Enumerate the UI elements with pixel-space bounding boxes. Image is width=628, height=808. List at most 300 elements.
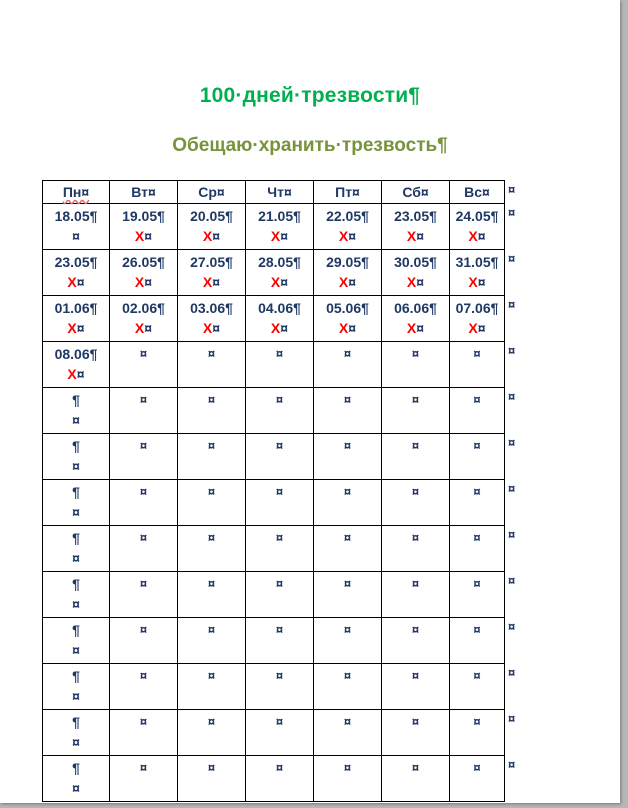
- day-date: 07.06¶: [455, 300, 499, 316]
- day-date: ¶: [72, 668, 80, 684]
- day-cell[interactable]: [110, 526, 178, 572]
- row-end-mark: ¤: [508, 388, 516, 404]
- cell-end-marker: ¤: [473, 760, 481, 775]
- day-cell[interactable]: [43, 388, 110, 434]
- cell-end-marker: ¤: [275, 760, 284, 775]
- cell-end-marker: ¤: [144, 320, 153, 336]
- cell-end-marker: ¤: [207, 576, 216, 591]
- day-cell[interactable]: [178, 388, 246, 434]
- day-cell[interactable]: [43, 204, 110, 250]
- day-date: ¶: [72, 760, 80, 776]
- day-cell[interactable]: [314, 388, 382, 434]
- day-mark-line: [450, 272, 504, 292]
- day-cell[interactable]: [450, 342, 505, 388]
- cell-end-marker: ¤: [343, 622, 352, 637]
- day-cell[interactable]: [110, 204, 178, 250]
- day-cell[interactable]: [314, 342, 382, 388]
- day-cell[interactable]: [110, 250, 178, 296]
- day-cell[interactable]: [246, 296, 314, 342]
- cell-end-marker: ¤: [348, 320, 357, 336]
- day-cell[interactable]: [450, 710, 505, 756]
- abstinence-check-mark: X: [67, 320, 77, 336]
- day-cell[interactable]: [246, 756, 314, 802]
- cell-end-marker: ¤: [212, 274, 221, 290]
- day-mark-line: [450, 318, 504, 338]
- row-end-mark: ¤: [508, 664, 516, 680]
- day-cell[interactable]: [314, 664, 382, 710]
- day-date: 18.05¶: [54, 208, 98, 224]
- day-mark-line: [110, 272, 177, 292]
- day-mark-line: [43, 318, 109, 338]
- day-date: 01.06¶: [54, 300, 98, 316]
- cell-end-marker: ¤: [343, 484, 352, 499]
- day-cell[interactable]: [246, 434, 314, 480]
- row-end-mark: ¤: [508, 480, 516, 496]
- cell-end-marker: ¤: [207, 484, 216, 499]
- day-cell[interactable]: [314, 250, 382, 296]
- day-date: 31.05¶: [455, 254, 499, 270]
- cell-end-marker: ¤: [207, 760, 216, 775]
- weekday-header: [43, 181, 110, 204]
- day-cell[interactable]: [450, 756, 505, 802]
- cell-end-marker: ¤: [144, 228, 153, 244]
- cell-end-marker: ¤: [207, 392, 216, 407]
- row-end-mark: ¤: [508, 526, 516, 542]
- cell-end-marker: ¤: [416, 228, 425, 244]
- table-header-row: [43, 181, 505, 204]
- day-cell[interactable]: [178, 664, 246, 710]
- day-cell[interactable]: [110, 434, 178, 480]
- day-mark-line: [246, 226, 313, 246]
- cell-end-marker: ¤: [473, 484, 481, 499]
- day-cell[interactable]: [246, 480, 314, 526]
- day-cell[interactable]: [178, 204, 246, 250]
- cell-end-marker: ¤: [473, 714, 481, 729]
- cell-end-marker: ¤: [139, 668, 148, 683]
- cell-end-marker: ¤: [139, 438, 148, 453]
- cell-end-marker: ¤: [411, 438, 420, 453]
- day-mark-line: [110, 226, 177, 246]
- day-cell[interactable]: [178, 710, 246, 756]
- cell-end-marker: ¤: [280, 228, 289, 244]
- day-cell[interactable]: [178, 480, 246, 526]
- weekday-header-label: Чт¤: [267, 184, 292, 200]
- table-row: [43, 342, 505, 388]
- cell-end-marker: ¤: [343, 668, 352, 683]
- cell-end-marker: ¤: [275, 530, 284, 545]
- cell-end-marker: ¤: [416, 320, 425, 336]
- cell-end-marker: ¤: [473, 576, 481, 591]
- day-date: 06.06¶: [394, 300, 437, 316]
- row-end-mark: ¤: [508, 342, 516, 358]
- abstinence-check-mark: X: [406, 320, 417, 336]
- day-cell[interactable]: [110, 756, 178, 802]
- day-mark-line: [314, 318, 381, 338]
- cell-end-marker: ¤: [76, 366, 85, 382]
- day-date: 08.06¶: [54, 346, 98, 362]
- day-cell[interactable]: [43, 296, 110, 342]
- calendar-table-body: [43, 181, 505, 802]
- day-mark-line: [382, 226, 449, 246]
- day-cell[interactable]: [450, 434, 505, 480]
- day-cell[interactable]: [382, 572, 450, 618]
- day-cell[interactable]: [178, 342, 246, 388]
- day-date: 03.06¶: [190, 300, 233, 316]
- row-end-mark: ¤: [508, 204, 516, 220]
- day-cell[interactable]: [110, 296, 178, 342]
- abstinence-check-mark: X: [468, 274, 478, 290]
- weekday-header: [314, 181, 382, 204]
- day-cell[interactable]: [43, 526, 110, 572]
- cell-end-marker: ¤: [343, 530, 352, 545]
- day-cell[interactable]: [450, 618, 505, 664]
- day-cell[interactable]: [178, 250, 246, 296]
- cell-end-marker: ¤: [343, 346, 352, 361]
- day-cell[interactable]: [382, 434, 450, 480]
- day-cell[interactable]: [450, 250, 505, 296]
- day-cell[interactable]: [110, 618, 178, 664]
- cell-end-marker: ¤: [477, 274, 486, 290]
- cell-end-marker: ¤: [275, 346, 284, 361]
- day-cell[interactable]: [382, 342, 450, 388]
- day-cell[interactable]: [246, 710, 314, 756]
- day-date: ¶: [72, 530, 80, 546]
- abstinence-check-mark: X: [406, 228, 417, 244]
- abstinence-check-mark: X: [338, 320, 349, 336]
- day-date: 24.05¶: [455, 208, 499, 224]
- cell-end-marker: ¤: [72, 504, 80, 520]
- day-cell[interactable]: [110, 342, 178, 388]
- cell-end-marker: ¤: [473, 622, 481, 637]
- day-cell[interactable]: [43, 342, 110, 388]
- day-mark-line: [43, 364, 109, 384]
- cell-end-marker: ¤: [76, 274, 85, 290]
- day-date: 27.05¶: [190, 254, 233, 270]
- day-date: 20.05¶: [190, 208, 233, 224]
- cell-end-marker: ¤: [139, 392, 148, 407]
- day-cell[interactable]: [382, 618, 450, 664]
- day-cell[interactable]: [382, 756, 450, 802]
- cell-end-marker: ¤: [343, 392, 352, 407]
- day-cell[interactable]: [43, 664, 110, 710]
- abstinence-check-mark: X: [406, 274, 417, 290]
- day-cell[interactable]: [314, 434, 382, 480]
- document-title: 100·дней·трезвости¶: [199, 84, 421, 107]
- day-cell[interactable]: [246, 618, 314, 664]
- day-cell[interactable]: [178, 756, 246, 802]
- table-row: [43, 526, 505, 572]
- cell-end-marker: ¤: [275, 714, 284, 729]
- day-cell[interactable]: [246, 388, 314, 434]
- abstinence-check-mark: X: [338, 228, 349, 244]
- day-date: ¶: [72, 576, 80, 592]
- day-mark-line: [450, 226, 504, 246]
- day-cell[interactable]: [178, 526, 246, 572]
- day-date: ¶: [72, 714, 80, 730]
- day-cell[interactable]: [450, 296, 505, 342]
- abstinence-check-mark: X: [270, 320, 281, 336]
- day-cell[interactable]: [314, 204, 382, 250]
- table-row: [43, 756, 505, 802]
- weekday-header-label: Пн¤: [62, 184, 90, 200]
- day-cell[interactable]: [314, 526, 382, 572]
- cell-end-marker: ¤: [477, 228, 486, 244]
- day-mark-line: [246, 318, 313, 338]
- table-row: [43, 480, 505, 526]
- day-mark-line: [178, 226, 245, 246]
- cell-end-marker: ¤: [348, 228, 357, 244]
- table-row: [43, 572, 505, 618]
- cell-end-marker: ¤: [411, 576, 420, 591]
- day-date: 23.05¶: [54, 254, 98, 270]
- table-row: [43, 388, 505, 434]
- table-row: [43, 618, 505, 664]
- abstinence-check-mark: X: [134, 320, 145, 336]
- table-row: [43, 664, 505, 710]
- cell-end-marker: ¤: [411, 714, 420, 729]
- day-cell[interactable]: [246, 526, 314, 572]
- abstinence-check-mark: X: [270, 274, 281, 290]
- day-cell[interactable]: [110, 664, 178, 710]
- cell-end-marker: ¤: [343, 576, 352, 591]
- day-date: ¶: [72, 622, 80, 638]
- day-cell[interactable]: [178, 572, 246, 618]
- cell-end-marker: ¤: [207, 622, 216, 637]
- day-cell[interactable]: [246, 204, 314, 250]
- cell-end-marker: ¤: [411, 760, 420, 775]
- day-date: 23.05¶: [394, 208, 437, 224]
- day-mark-line: [178, 318, 245, 338]
- day-mark-line: [382, 318, 449, 338]
- day-date: ¶: [72, 392, 80, 408]
- row-end-mark: ¤: [508, 181, 516, 197]
- cell-end-marker: ¤: [348, 274, 357, 290]
- cell-end-marker: ¤: [72, 596, 80, 612]
- day-cell[interactable]: [382, 480, 450, 526]
- cell-end-marker: ¤: [343, 438, 352, 453]
- cell-end-marker: ¤: [343, 714, 352, 729]
- day-cell[interactable]: [314, 756, 382, 802]
- cell-end-marker: ¤: [280, 274, 289, 290]
- table-row: [43, 204, 505, 250]
- cell-end-marker: ¤: [473, 346, 481, 361]
- cell-end-marker: ¤: [139, 576, 148, 591]
- row-end-mark: ¤: [508, 572, 516, 588]
- day-mark-line: [246, 272, 313, 292]
- day-cell[interactable]: [178, 434, 246, 480]
- day-mark-line: [43, 272, 109, 292]
- cell-end-marker: ¤: [411, 622, 420, 637]
- day-date: 04.06¶: [258, 300, 301, 316]
- day-mark-line: [314, 226, 381, 246]
- cell-end-marker: ¤: [280, 320, 289, 336]
- day-cell[interactable]: [450, 526, 505, 572]
- row-end-mark: ¤: [508, 434, 516, 450]
- weekday-header: [450, 181, 505, 204]
- cell-end-marker: ¤: [144, 274, 153, 290]
- table-row: [43, 296, 505, 342]
- cell-end-marker: ¤: [411, 530, 420, 545]
- day-cell[interactable]: [450, 204, 505, 250]
- table-row: [43, 250, 505, 296]
- day-cell[interactable]: [382, 388, 450, 434]
- abstinence-check-mark: X: [338, 274, 349, 290]
- cell-end-marker: ¤: [473, 530, 481, 545]
- cell-end-marker: ¤: [275, 576, 284, 591]
- abstinence-check-mark: X: [468, 320, 478, 336]
- day-cell[interactable]: [314, 618, 382, 664]
- day-cell[interactable]: [110, 480, 178, 526]
- day-cell[interactable]: [110, 572, 178, 618]
- day-cell[interactable]: [43, 434, 110, 480]
- day-cell[interactable]: [382, 250, 450, 296]
- weekday-header: [178, 181, 246, 204]
- cell-end-marker: ¤: [139, 484, 148, 499]
- cell-end-marker: ¤: [207, 438, 216, 453]
- table-row: [43, 710, 505, 756]
- cell-end-marker: ¤: [411, 392, 420, 407]
- cell-end-marker: ¤: [207, 668, 216, 683]
- cell-end-marker: ¤: [343, 760, 352, 775]
- day-cell[interactable]: [246, 250, 314, 296]
- abstinence-check-mark: X: [134, 274, 145, 290]
- weekday-header-label: Ср¤: [198, 184, 225, 200]
- cell-end-marker: ¤: [212, 228, 221, 244]
- day-date: 05.06¶: [326, 300, 369, 316]
- day-date: ¶: [72, 438, 80, 454]
- cell-end-marker: ¤: [139, 714, 148, 729]
- cell-end-marker: ¤: [76, 320, 85, 336]
- weekday-header-label: Вс¤: [464, 184, 490, 200]
- weekday-header: [246, 181, 314, 204]
- day-date: 02.06¶: [122, 300, 165, 316]
- day-cell[interactable]: [178, 618, 246, 664]
- day-date: 19.05¶: [122, 208, 165, 224]
- document-subtitle: Обещаю·хранить·трезвость¶: [172, 135, 448, 156]
- cell-end-marker: ¤: [275, 392, 284, 407]
- day-cell[interactable]: [450, 480, 505, 526]
- cell-end-marker: ¤: [473, 438, 481, 453]
- cell-end-marker: ¤: [72, 642, 80, 658]
- day-date: 30.05¶: [394, 254, 437, 270]
- day-cell[interactable]: [382, 710, 450, 756]
- day-cell[interactable]: [314, 480, 382, 526]
- cell-end-marker: ¤: [139, 622, 148, 637]
- day-cell[interactable]: [314, 710, 382, 756]
- row-end-mark: ¤: [508, 710, 516, 726]
- cell-end-marker: ¤: [139, 760, 148, 775]
- day-cell[interactable]: [246, 342, 314, 388]
- abstinence-check-mark: X: [202, 228, 213, 244]
- day-mark-line: [178, 272, 245, 292]
- abstinence-check-mark: X: [468, 228, 478, 244]
- cell-end-marker: ¤: [275, 438, 284, 453]
- day-cell[interactable]: [110, 388, 178, 434]
- abstinence-check-mark: X: [202, 320, 213, 336]
- day-cell[interactable]: [43, 710, 110, 756]
- cell-end-marker: ¤: [411, 484, 420, 499]
- cell-end-marker: ¤: [72, 688, 80, 704]
- cell-end-marker: ¤: [275, 622, 284, 637]
- cell-end-marker: ¤: [139, 346, 148, 361]
- cell-end-marker: ¤: [411, 668, 420, 683]
- abstinence-check-mark: X: [67, 274, 77, 290]
- abstinence-check-mark: X: [202, 274, 213, 290]
- abstinence-check-mark: X: [270, 228, 281, 244]
- day-mark-line: [314, 272, 381, 292]
- day-date: 28.05¶: [258, 254, 301, 270]
- cell-end-marker: ¤: [473, 668, 481, 683]
- abstinence-check-mark: X: [67, 366, 77, 382]
- day-date: 22.05¶: [326, 208, 369, 224]
- cell-end-marker: ¤: [207, 346, 216, 361]
- day-date: 26.05¶: [122, 254, 165, 270]
- weekday-header-label: Пт¤: [335, 184, 360, 200]
- cell-end-marker: ¤: [72, 734, 80, 750]
- day-mark-line: [110, 318, 177, 338]
- row-end-mark: ¤: [508, 618, 516, 634]
- day-cell[interactable]: [43, 480, 110, 526]
- day-cell[interactable]: [246, 572, 314, 618]
- day-date: ¶: [72, 484, 80, 500]
- day-cell[interactable]: [43, 572, 110, 618]
- day-cell[interactable]: [382, 204, 450, 250]
- day-cell[interactable]: [450, 388, 505, 434]
- day-cell[interactable]: [178, 296, 246, 342]
- day-cell[interactable]: [450, 664, 505, 710]
- weekday-header-label: Вт¤: [131, 184, 156, 200]
- day-date: 21.05¶: [258, 208, 301, 224]
- day-cell[interactable]: [246, 664, 314, 710]
- day-cell[interactable]: [43, 250, 110, 296]
- cell-end-marker: ¤: [207, 714, 216, 729]
- day-cell[interactable]: [382, 664, 450, 710]
- day-cell[interactable]: [314, 296, 382, 342]
- cell-end-marker: ¤: [473, 392, 481, 407]
- day-cell[interactable]: [314, 572, 382, 618]
- cell-end-marker: ¤: [477, 320, 486, 336]
- cell-end-marker: ¤: [416, 274, 425, 290]
- day-cell[interactable]: [43, 756, 110, 802]
- weekday-header: [110, 181, 178, 204]
- cell-end-marker: ¤: [72, 780, 80, 796]
- cell-end-marker: ¤: [411, 346, 420, 361]
- day-cell[interactable]: [110, 710, 178, 756]
- cell-end-marker: ¤: [212, 320, 221, 336]
- day-mark-line: [382, 272, 449, 292]
- cell-end-marker: ¤: [275, 668, 284, 683]
- weekday-header-label: Сб¤: [402, 184, 429, 200]
- cell-end-marker: ¤: [72, 228, 80, 244]
- day-date: 29.05¶: [326, 254, 369, 270]
- table-row: [43, 434, 505, 480]
- sobriety-calendar-table: [42, 180, 505, 802]
- cell-end-marker: ¤: [72, 412, 80, 428]
- cell-end-marker: ¤: [275, 484, 284, 499]
- cell-end-marker: ¤: [72, 550, 80, 566]
- row-end-mark: ¤: [508, 296, 516, 312]
- row-end-mark: ¤: [508, 756, 516, 772]
- weekday-header: [382, 181, 450, 204]
- cell-end-marker: ¤: [139, 530, 148, 545]
- day-cell[interactable]: [450, 572, 505, 618]
- cell-end-marker: ¤: [207, 530, 216, 545]
- day-cell[interactable]: [43, 618, 110, 664]
- cell-end-marker: ¤: [72, 458, 80, 474]
- day-cell[interactable]: [382, 296, 450, 342]
- day-cell[interactable]: [382, 526, 450, 572]
- abstinence-check-mark: X: [134, 228, 145, 244]
